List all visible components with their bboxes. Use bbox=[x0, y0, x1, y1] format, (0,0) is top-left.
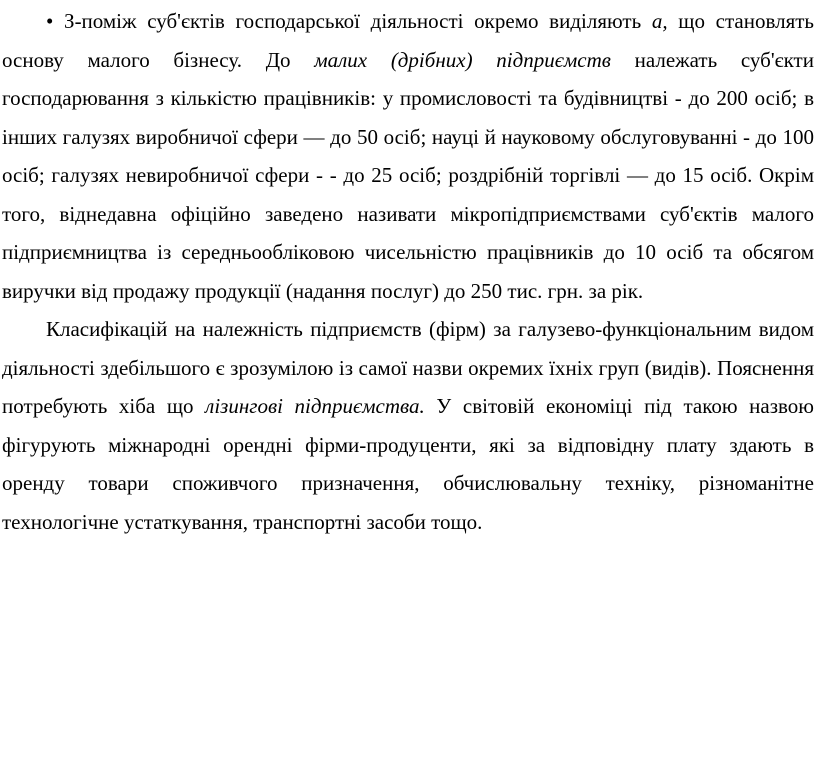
italic-term: малих (дрібних) підприємств bbox=[314, 47, 611, 72]
paragraph-classification bbox=[2, 310, 814, 541]
text-run: що становлять основу малого бізнесу. До bbox=[2, 9, 815, 72]
paragraph-small-business bbox=[2, 2, 814, 310]
text-run: У світовій економіці під такою назвою фігурують міжнародні орендні фірми-продуценти, які за відповідну плату здають в оренду товари споживчого призначення, обчислювальну техніку, різноманітне технологічне устаткування, транспортні засоби тощо. bbox=[2, 394, 814, 534]
text-run: Класифікацій на належність підприємств (фірм) за галузево-функціональним видом діяльності здебільшого є зрозумілою із самої назви окремих їхніх груп (видів). Пояснення потребують хіба що bbox=[2, 317, 814, 418]
text-run: належать суб'єкти господарювання з кількістю працівників: у промисловості та будівництві - до 200 осіб; в інших галузях виробничої сфери — до 50 осіб; науці й науковому обслуговуванні - до 100 осіб; галузях невиробничої сфери - - до 25 осіб; роздрібній торгівлі — до 15 осіб. Окрім того, віднедавна офіційно заведено називати мікропідприємствами суб'єктів малого підприємництва із середньообліковою чисельністю працівників до 10 осіб та обсягом виручки від продажу продукції (надання послуг) до 250 тис. грн. за рік. bbox=[2, 47, 814, 303]
text-run: • З-поміж суб'єктів господарської діяльності окремо виділяють bbox=[46, 9, 652, 33]
italic-term: а, bbox=[651, 9, 668, 33]
italic-term: лізингові підприємства. bbox=[205, 394, 425, 418]
